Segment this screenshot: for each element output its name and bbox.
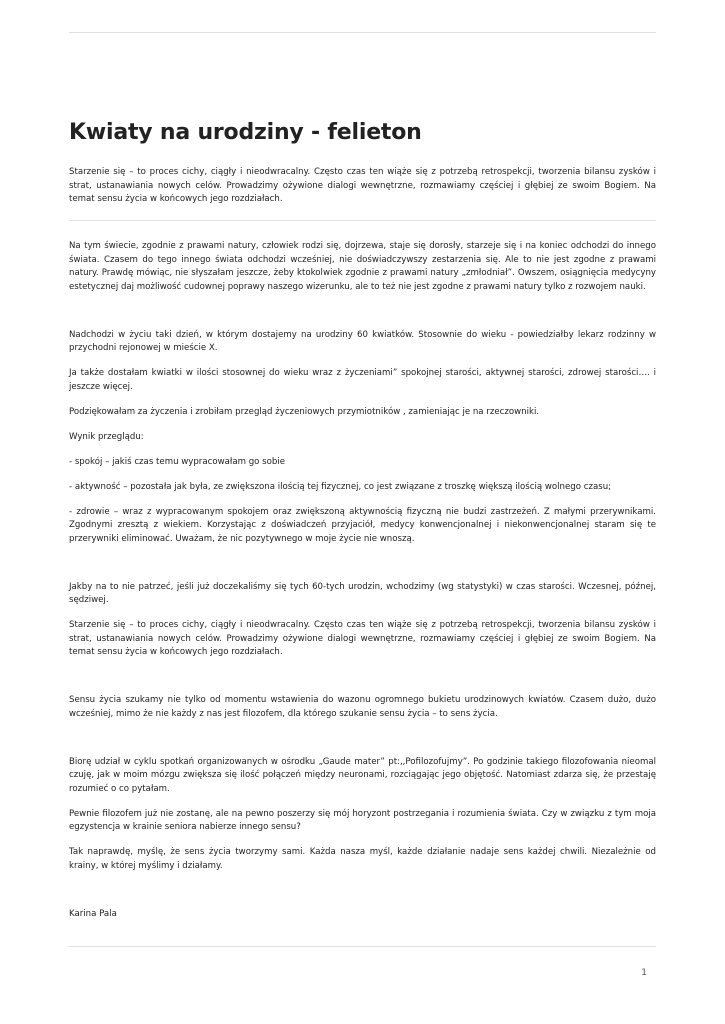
- list-item: - aktywność – pozostała jak była, ze zwiększona ilością tej fizycznej, co jest związane z troszkę większą ilością wolnego czasu;: [69, 481, 612, 492]
- paragraph: Nadchodzi w życiu taki dzień, w którym dostajemy na urodziny 60 kwiatków. Stosownie do wieku - powiedziałby lekarz rodzinny w przychodni rejonowej w mieście X.: [69, 329, 656, 353]
- paragraph: Ja także dostałam kwiatki w ilości stosownej do wieku wraz z życzeniami” spokojnej starości, aktywnej starości, zdrowej starości…. i jeszcze więcej.: [69, 368, 656, 392]
- paragraph: Wynik przeglądu:: [69, 431, 144, 442]
- lead-divider: [69, 220, 656, 221]
- paragraph: Pewnie filozofem już nie zostanę, ale na pewno poszerzy się mój horyzont postrzegania i rozumienia świata. Czy w związku z tym moja egzystencja w krainie seniora nabierze innego sensu?: [69, 808, 656, 832]
- paragraph: Sensu życia szukamy nie tylko od momentu wstawienia do wazonu ogromnego bukietu urodzinowych kwiatów. Czasem dużo, dużo wcześniej, mimo że nie każdy z nas jest filozofem, dla którego szukanie sensu życia – to sens życia.: [69, 695, 656, 719]
- lead-text: Starzenie się – to proces cichy, ciągły i nieodwracalny. Często czas ten wiąże się z potrzebą retrospekcji, tworzenia bilansu zysków i strat, ustanawiania nowych celów. Prowadzimy ożywione dialogi wewnętrzne, rozmawiamy częściej i głębiej ze swoim Bogiem. Na temat sensu życia w końcowych jego rozdziałach.: [69, 167, 656, 204]
- paragraph: Biorę udział w cyklu spotkań organizowanych w ośrodku „Gaude mater” pt:,,Pofilozofujmy”. Po godzinie takiego filozofowania nieomal czuję, jak w moim mózgu zwiększa się ilość połączeń między neuronami, rozciągając jego objętość. Natomiast zdarza się, że przestaję rozumieć o co pytałam.: [69, 756, 656, 794]
- paragraph: Podziękowałam za życzenia i zrobiłam przegląd życzeniowych przymiotników , zamieniając je na rzeczowniki.: [69, 406, 540, 417]
- author-signature: Karina Pala: [69, 908, 117, 919]
- page-number: 1: [641, 968, 647, 978]
- list-item: - zdrowie – wraz z wypracowanym spokojem oraz zwiększoną aktywnością fizyczną nie budzi zastrzeżeń. Z małymi przerywnikami. Zgodnymi zresztą z wiekiem. Korzystając z doświadczeń przyjaciół, medycy konwencjonalnej i niekonwencjonalnej staram się te przerywniki eliminować. Uważam, że nic pozytywnego w moje życie nie wnoszą.: [69, 506, 656, 544]
- paragraph: Na tym świecie, zgodnie z prawami natury, człowiek rodzi się, dojrzewa, staje się dorosły, starzeje się i na koniec odchodzi do innego świata. Czasem do tego innego świata odchodzi wcześniej, nie doświadczywszy zestarzenia się. Ale to nie jest zgodne z prawami natury. Prawdę mówiąc, nie słyszałam jeszcze, żeby ktokolwiek zgodnie z prawami natury „zmłodniał”. Owszem, osiągnięcia medycyny estetycznej daj możliwość cudownej poprawy naszego wizerunku, ale to też nie jest zgodne z prawami natury tylko z rozwojem nauki.: [69, 241, 656, 292]
- article-body: [69, 240, 656, 933]
- header-rule: [69, 32, 656, 33]
- paragraph: Starzenie się – to proces cichy, ciągły i nieodwracalny. Często czas ten wiąże się z potrzebą retrospekcji, tworzenia bilansu zysków i strat, ustanawiania nowych celów. Prowadzimy ożywione dialogi wewnętrzne, rozmawiamy częściej i głębiej ze swoim Bogiem. Na temat sensu życia w końcowych jego rozdziałach.: [69, 620, 656, 657]
- footer-rule: [69, 946, 656, 947]
- page-title: Kwiaty na urodziny - felieton: [69, 120, 422, 145]
- paragraph: Tak naprawdę, myślę, że sens życia tworzymy sami. Każda nasza myśl, każde działanie nadaje sens każdej chwili. Niezależnie od krainy, w której myślimy i działamy.: [69, 847, 656, 871]
- paragraph: Jakby na to nie patrzeć, jeśli już doczekaliśmy się tych 60-tych urodzin, wchodzimy (wg statystyki) w czas starości. Wczesnej, późnej, sędziwej.: [69, 581, 656, 605]
- list-item: - spokój – jakiś czas temu wypracowałam go sobie: [69, 456, 286, 467]
- lead-paragraph: [69, 166, 656, 218]
